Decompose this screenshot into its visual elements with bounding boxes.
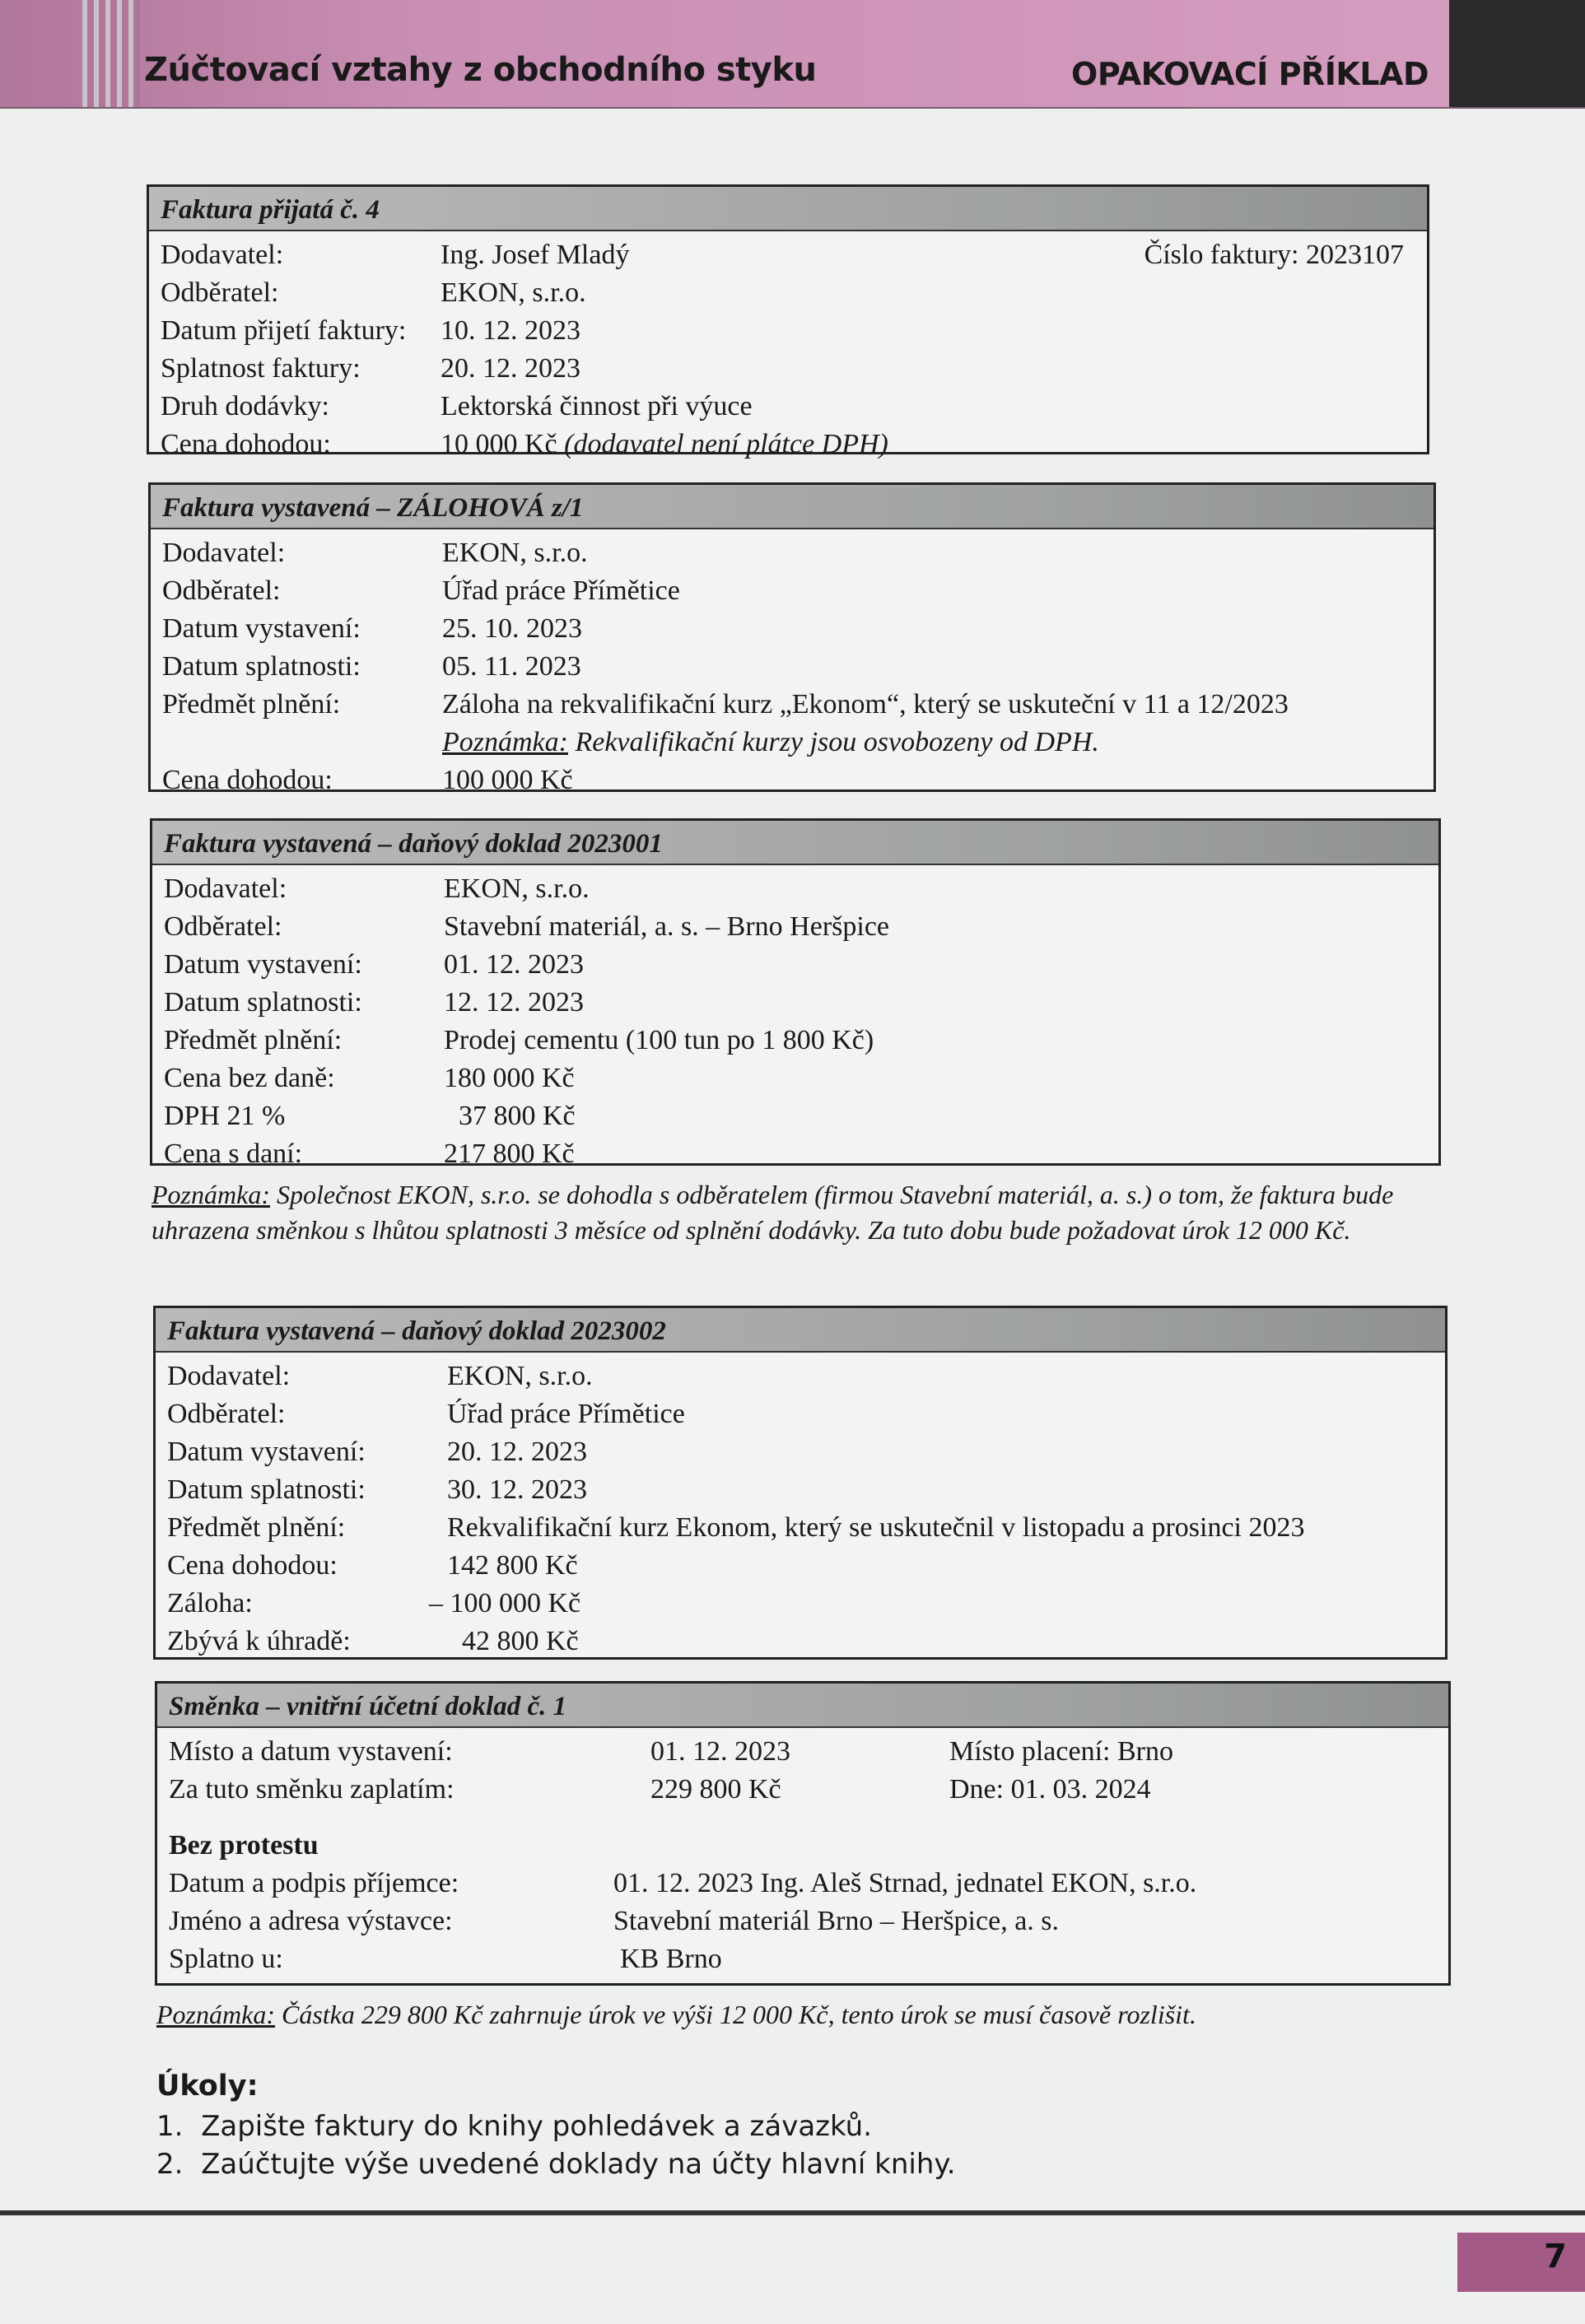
row-issued: Datum vystavení: 20. 12. 2023 [167, 1437, 587, 1467]
row-advance: Záloha: – 100 000 Kč [167, 1588, 581, 1618]
row-subject: Předmět plnění: Rekvalifikační kurz Ekonom, který se uskutečnil v listopadu a prosinci 2023 [167, 1512, 1305, 1543]
row-payable: Splatno u: KB Brno [169, 1944, 722, 1974]
footer-rule [0, 2210, 1585, 2215]
note-bill-of-exchange: Poznámka: Společnost EKON, s.r.o. se dohodla s odběratelem (firmou Stavební materiál, a. s.) o tom, že faktura bude uhrazena směnkou s lhůtou splatnosti 3 měsíce od splnění dodávky. Za tuto dobu bude požadovat úrok 12 000 Kč. [152, 1180, 1394, 1245]
row-customer: Odběratel: EKON, s.r.o. [161, 277, 586, 308]
chapter-title: Zúčtovací vztahy z obchodního styku [144, 51, 817, 89]
row-received: Datum přijetí faktury: 10. 12. 2023 [161, 315, 580, 346]
section-label: OPAKOVACÍ PŘÍKLAD [1071, 56, 1429, 92]
row-supplier: Dodavatel: Ing. Josef Mladý Číslo faktury: 2023107 [161, 240, 1404, 270]
row-place-date: Místo a datum vystavení: 01. 12. 2023 Místo placení: Brno [169, 1736, 1173, 1767]
box-title: Faktura přijatá č. 4 [149, 187, 1427, 231]
row-due: Datum splatnosti: 12. 12. 2023 [164, 987, 584, 1018]
invoice-received-box [147, 184, 1429, 459]
row-subject: Předmět plnění: Prodej cementu (100 tun po 1 800 Kč) [164, 1025, 874, 1055]
row-note: Poznámka: Rekvalifikační kurzy jsou osvobozeny od DPH. [442, 727, 1099, 757]
header-stripes [82, 0, 140, 107]
task-item: 2. Zaúčtujte výše uvedené doklady na účty hlavní knihy. [156, 2148, 956, 2181]
row-gross: Cena s daní: 217 800 Kč [164, 1139, 575, 1169]
row-protest: Bez protestu [169, 1830, 319, 1861]
tasks-section [156, 2070, 956, 2183]
row-supplier: Dodavatel: EKON, s.r.o. [167, 1361, 593, 1391]
row-customer: Odběratel: Úřad práce Přímětice [167, 1399, 685, 1429]
invoice-number: Číslo faktury: 2023107 [1144, 240, 1404, 270]
row-drawer: Jméno a adresa výstavce: Stavební materiál Brno – Heršpice, a. s. [169, 1906, 1060, 1936]
tax-invoice-1-box [150, 818, 1441, 1169]
header-corner [1449, 0, 1585, 107]
tax-invoice-2-box [153, 1306, 1447, 1660]
row-due: Splatnost faktury: 20. 12. 2023 [161, 353, 580, 384]
box-title: Faktura vystavená – daňový doklad 2023001 [152, 821, 1438, 865]
page-number: 7 [1544, 2238, 1567, 2275]
row-net: Cena bez daně: 180 000 Kč [164, 1063, 575, 1093]
row-price: Cena dohodou: 142 800 Kč [167, 1550, 578, 1581]
row-due: Datum splatnosti: 05. 11. 2023 [162, 651, 581, 682]
tasks-heading: Úkoly: [156, 2070, 259, 2103]
row-subject: Předmět plnění: Záloha na rekvalifikační kurz „Ekonom“, který se uskuteční v 11 a 12/2023 [162, 689, 1289, 720]
box-title: Faktura vystavená – ZÁLOHOVÁ z/1 [151, 485, 1433, 529]
row-remaining: Zbývá k úhradě: 42 800 Kč [167, 1626, 579, 1656]
row-delivery: Druh dodávky: Lektorská činnost při výuce [161, 391, 753, 421]
note-interest: Poznámka: Částka 229 800 Kč zahrnuje úrok ve výši 12 000 Kč, tento úrok se musí časově rozlišit. [156, 2000, 1196, 2029]
advance-invoice-box [148, 482, 1436, 795]
row-issued: Datum vystavení: 25. 10. 2023 [162, 613, 582, 644]
task-item: 1. Zapište faktury do knihy pohledávek a závazků. [156, 2110, 873, 2143]
row-due: Datum splatnosti: 30. 12. 2023 [167, 1474, 587, 1505]
row-customer: Odběratel: Úřad práce Přímětice [162, 575, 680, 606]
row-price: Cena dohodou: 10 000 Kč (dodavatel není plátce DPH) [161, 429, 888, 459]
row-amount: Za tuto směnku zaplatím: 229 800 Kč Dne: 01. 03. 2024 [169, 1774, 1151, 1805]
row-supplier: Dodavatel: EKON, s.r.o. [162, 538, 588, 568]
row-price: Cena dohodou: 100 000 Kč [162, 765, 573, 795]
bill-of-exchange-box [155, 1681, 1451, 1986]
row-vat: DPH 21 % 37 800 Kč [164, 1101, 576, 1131]
box-title: Směnka – vnitřní účetní doklad č. 1 [157, 1684, 1448, 1728]
box-title: Faktura vystavená – daňový doklad 2023002 [156, 1308, 1445, 1353]
row-signature: Datum a podpis příjemce: 01. 12. 2023 Ing. Aleš Strnad, jednatel EKON, s.r.o. [169, 1868, 1197, 1898]
page-number-box [1457, 2233, 1585, 2292]
row-issued: Datum vystavení: 01. 12. 2023 [164, 949, 584, 980]
row-customer: Odběratel: Stavební materiál, a. s. – Brno Heršpice [164, 911, 890, 942]
row-supplier: Dodavatel: EKON, s.r.o. [164, 873, 590, 904]
header-rule [0, 107, 1585, 109]
